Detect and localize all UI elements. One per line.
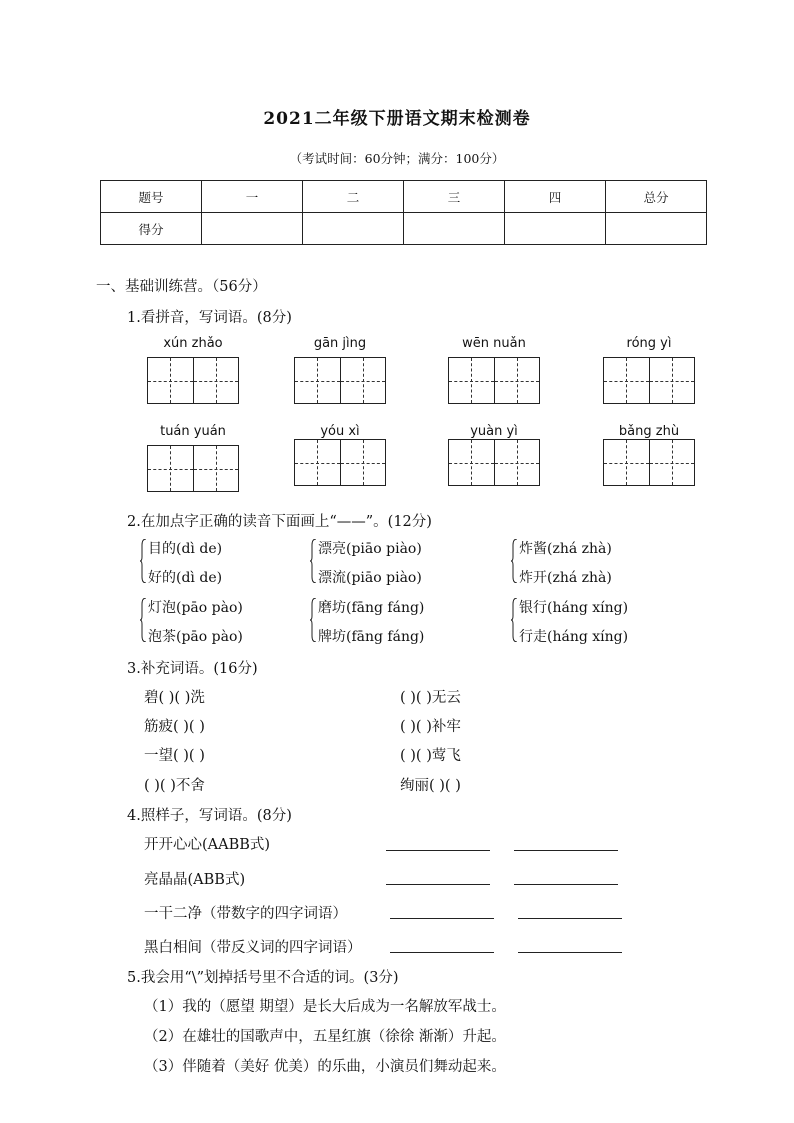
brace-icon <box>310 539 316 583</box>
brace-icon <box>511 598 517 642</box>
pronunciation-item: 牌坊(fāng fáng) <box>318 629 425 645</box>
score-table-score-row <box>101 213 707 245</box>
score-header-cell: 题号 <box>101 181 202 213</box>
pinyin-label: gān jìng <box>313 336 367 351</box>
brace-icon <box>140 539 146 583</box>
pronunciation-group <box>318 535 422 593</box>
question-title: 5.我会用“\”划掉括号里不合适的词。(3分) <box>127 970 399 986</box>
pinyin-label: yóu xì <box>320 424 360 439</box>
score-table <box>100 180 707 245</box>
pinyin-item <box>294 424 386 486</box>
word-example: 开开心心(AABB式) <box>144 837 271 853</box>
score-input-cell[interactable] <box>404 213 505 245</box>
tianzige-grid[interactable] <box>147 445 239 492</box>
pronunciation-item: 漂流(piāo piào) <box>318 570 422 586</box>
score-header-cell: 总分 <box>606 181 707 213</box>
score-header-cell: 二 <box>303 181 404 213</box>
word-example: 一干二净（带数字的四字词语） <box>144 906 347 922</box>
pronunciation-item: 泡茶(pāo pào) <box>148 629 243 645</box>
page-title: 2021二年级下册语文期末检测卷 <box>263 109 531 129</box>
idiom-blank[interactable]: ( )( )不舍 <box>144 778 205 794</box>
answer-line[interactable] <box>518 952 622 953</box>
pronunciation-item: 炸酱(zhá zhà) <box>519 541 612 557</box>
pinyin-item <box>603 336 695 404</box>
score-table-header-row <box>101 181 707 213</box>
pinyin-label: yuàn yì <box>470 424 518 439</box>
brace-icon <box>140 598 146 642</box>
score-input-cell[interactable] <box>606 213 707 245</box>
tianzige-grid[interactable] <box>294 439 386 486</box>
question-title: 4.照样子，写词语。(8分) <box>127 808 292 824</box>
sentence-item[interactable]: （2）在雄壮的国歌声中，五星红旗（徐徐 渐渐）升起。 <box>144 1029 506 1045</box>
pinyin-label: xún zhǎo <box>163 336 223 351</box>
question-title: 1.看拼音，写词语。(8分) <box>127 310 292 326</box>
pinyin-label: bǎng zhù <box>618 424 680 439</box>
brace-icon <box>511 539 517 583</box>
brace-icon <box>310 598 316 642</box>
idiom-blank[interactable]: 筋疲( )( ) <box>144 719 205 735</box>
answer-line[interactable] <box>514 850 618 851</box>
tianzige-grid[interactable] <box>603 357 695 404</box>
answer-line[interactable] <box>386 884 490 885</box>
tianzige-grid[interactable] <box>448 357 540 404</box>
question-title: 3.补充词语。(16分) <box>127 661 258 677</box>
score-header-cell: 四 <box>505 181 606 213</box>
pronunciation-group <box>148 594 243 652</box>
pronunciation-group <box>148 535 222 593</box>
tianzige-grid[interactable] <box>294 357 386 404</box>
section-heading: 一、基础训练营。（56分） <box>96 279 267 295</box>
pronunciation-group <box>519 594 628 652</box>
pinyin-label: róng yì <box>626 336 672 351</box>
question-title: 2.在加点字正确的读音下面画上“——”。(12分) <box>127 514 432 530</box>
score-input-cell[interactable] <box>303 213 404 245</box>
idiom-blank[interactable]: 一望( )( ) <box>144 748 205 764</box>
word-example: 亮晶晶(ABB式) <box>144 872 246 888</box>
tianzige-grid[interactable] <box>448 439 540 486</box>
answer-line[interactable] <box>390 952 494 953</box>
score-input-cell[interactable] <box>202 213 303 245</box>
sentence-item[interactable]: （1）我的（愿望 期望）是长大后成为一名解放军战士。 <box>144 999 506 1015</box>
pinyin-item <box>448 336 540 404</box>
pronunciation-group <box>519 535 612 593</box>
score-header-cell: 一 <box>202 181 303 213</box>
pronunciation-item: 灯泡(pāo pào) <box>148 600 243 616</box>
sentence-item[interactable]: （3）伴随着（美好 优美）的乐曲，小演员们舞动起来。 <box>144 1059 506 1075</box>
pinyin-item <box>147 336 239 404</box>
pronunciation-group <box>318 594 424 652</box>
pinyin-item <box>603 424 695 486</box>
pinyin-label: wēn nuǎn <box>462 336 526 351</box>
answer-line[interactable] <box>390 918 494 919</box>
tianzige-grid[interactable] <box>603 439 695 486</box>
pronunciation-item: 炸开(zhá zhà) <box>519 570 612 586</box>
idiom-blank[interactable]: ( )( )莺飞 <box>400 748 461 764</box>
score-header-cell: 三 <box>404 181 505 213</box>
pronunciation-item: 目的(dì de) <box>148 541 223 557</box>
pinyin-label: tuán yuán <box>160 424 226 439</box>
score-row-label: 得分 <box>101 213 202 245</box>
pronunciation-item: 磨坊(fāng fáng) <box>318 600 425 616</box>
answer-line[interactable] <box>518 918 622 919</box>
answer-line[interactable] <box>514 884 618 885</box>
word-example: 黑白相间（带反义词的四字词语） <box>144 940 362 956</box>
pronunciation-item: 银行(háng xíng) <box>519 600 629 616</box>
idiom-blank[interactable]: ( )( )无云 <box>400 690 461 706</box>
idiom-blank[interactable]: 碧( )( )洗 <box>144 690 205 706</box>
pronunciation-item: 漂亮(piāo piào) <box>318 541 422 557</box>
score-input-cell[interactable] <box>505 213 606 245</box>
pronunciation-item: 行走(háng xíng) <box>519 629 629 645</box>
answer-line[interactable] <box>386 850 490 851</box>
pinyin-item <box>147 424 239 492</box>
pronunciation-item: 好的(dì de) <box>148 570 223 586</box>
pinyin-item <box>294 336 386 404</box>
exam-info: （考试时间：60分钟；满分：100分） <box>289 151 505 166</box>
idiom-blank[interactable]: ( )( )补牢 <box>400 719 461 735</box>
pinyin-item <box>448 424 540 486</box>
idiom-blank[interactable]: 绚丽( )( ) <box>400 778 461 794</box>
tianzige-grid[interactable] <box>147 357 239 404</box>
